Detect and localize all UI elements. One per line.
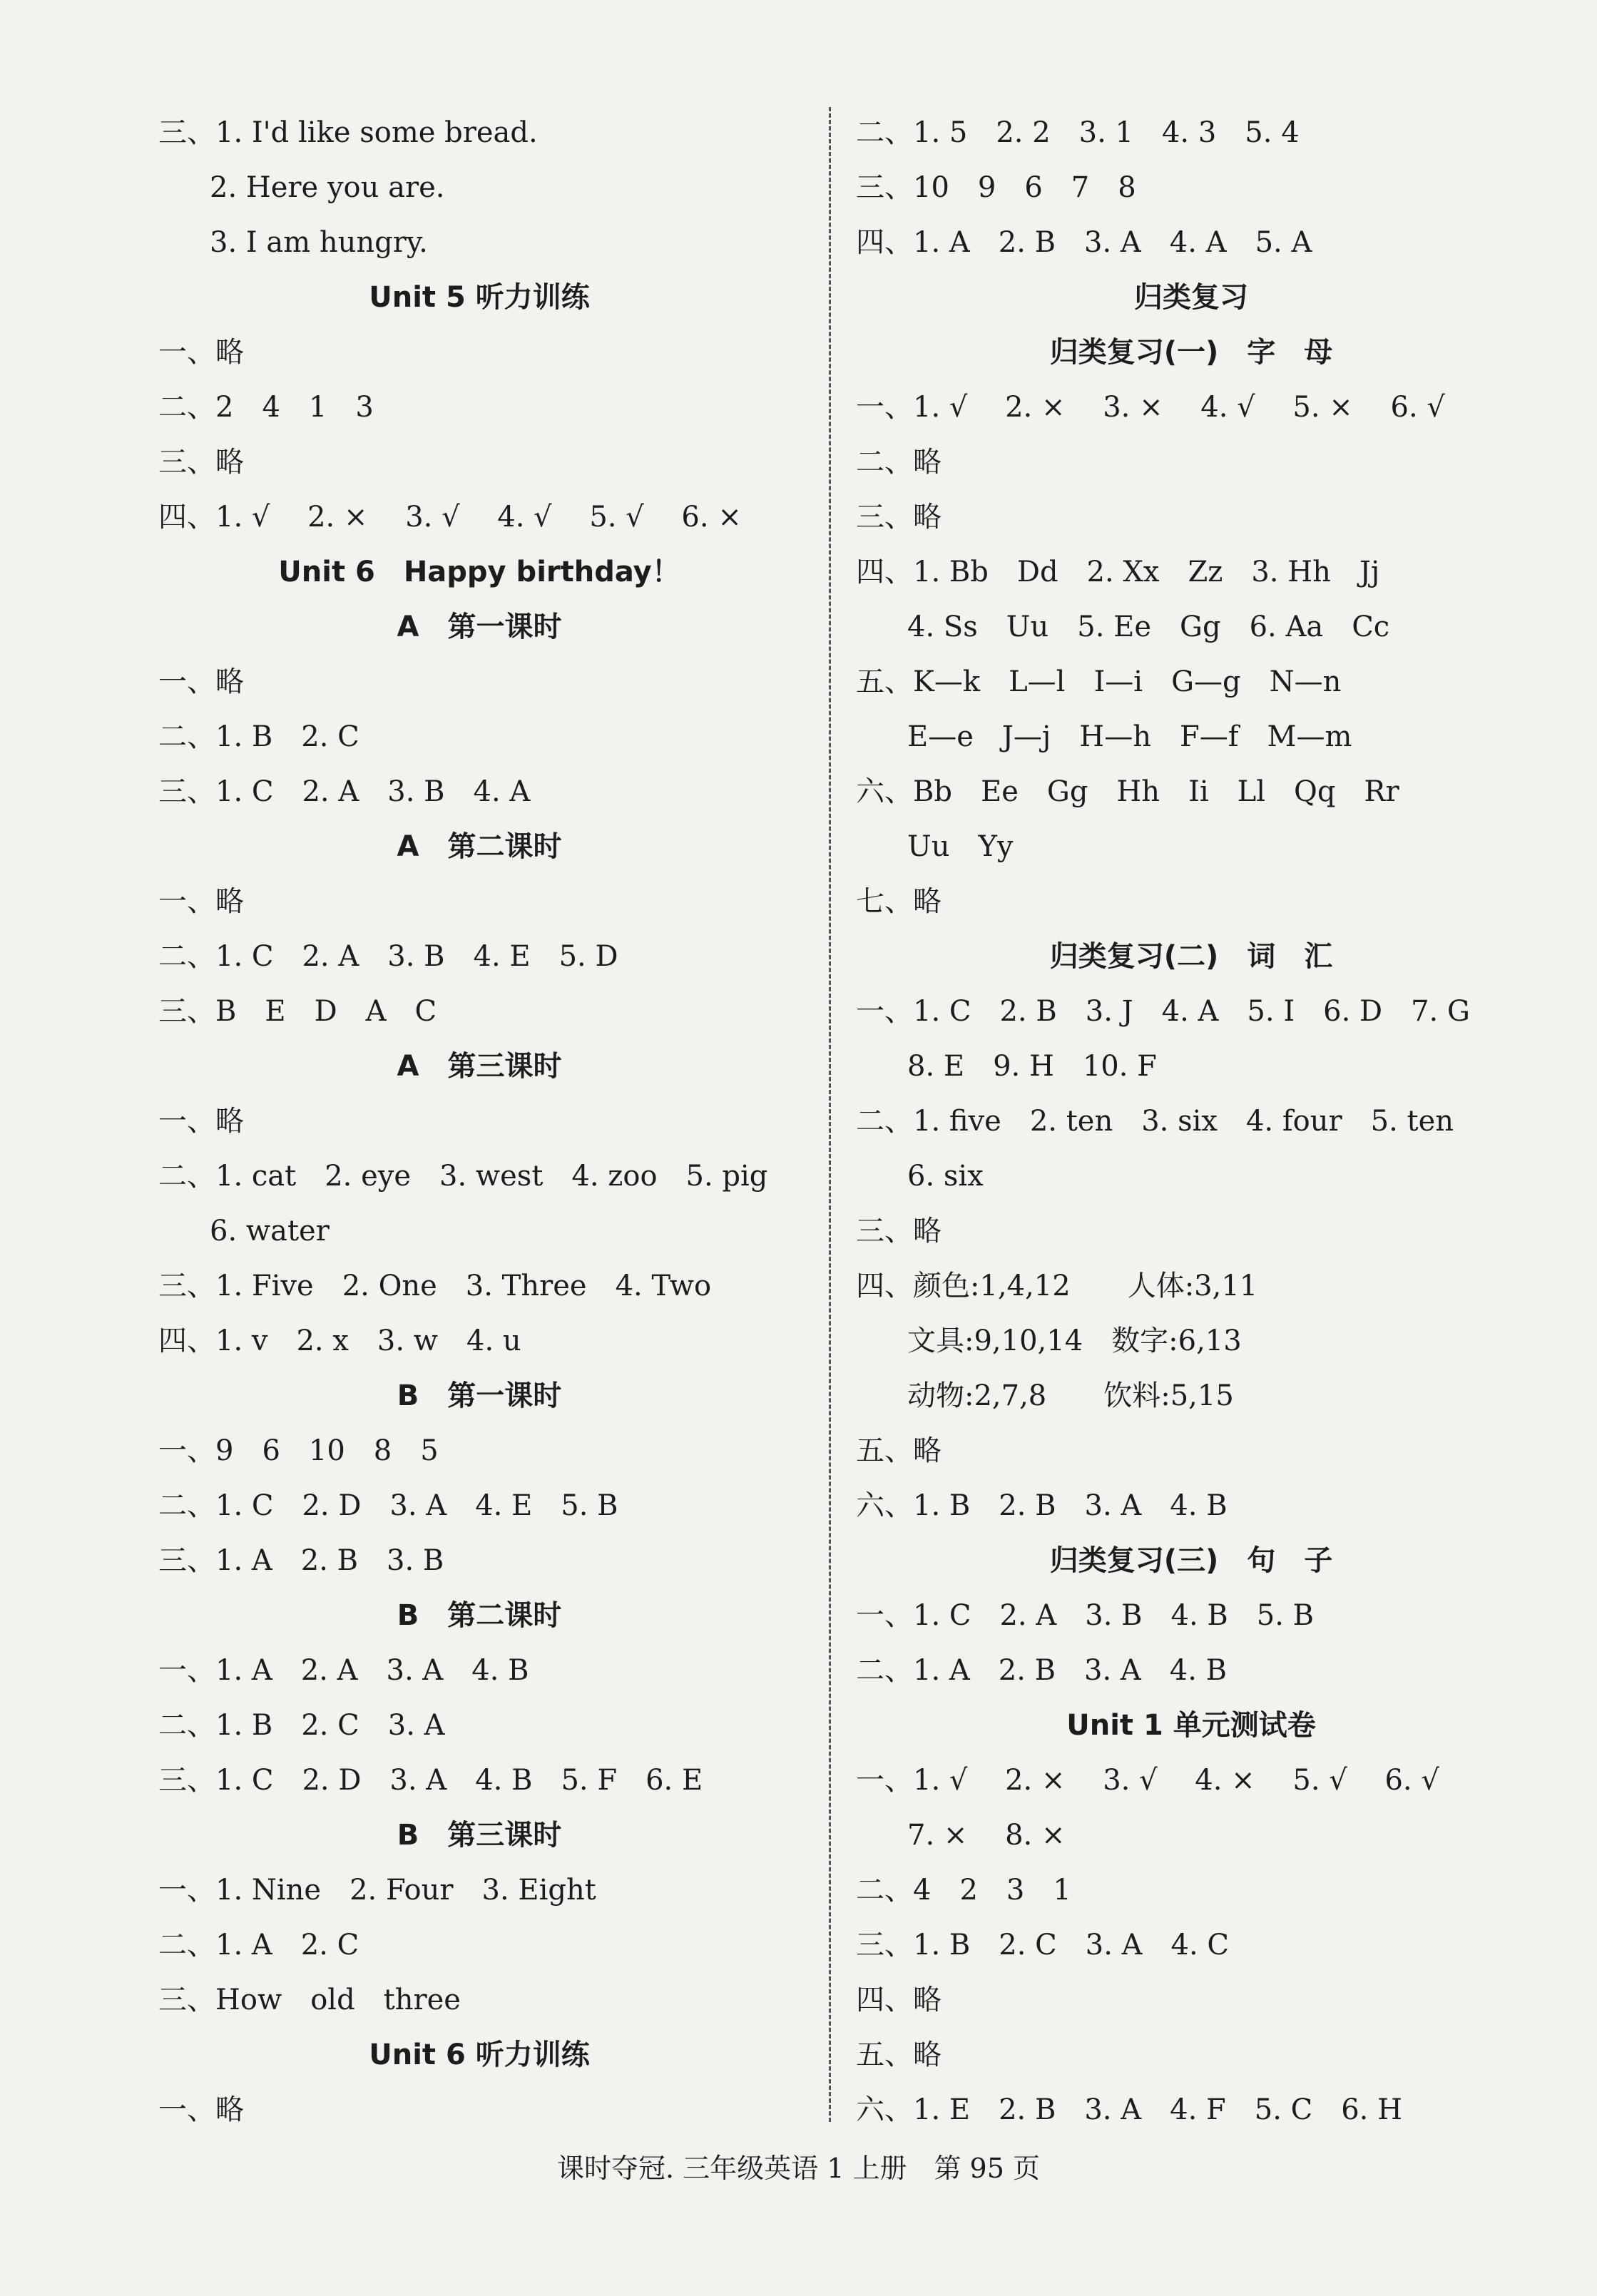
section-heading: A 第二课时 (397, 830, 562, 863)
answer-line: 一、1. Nine 2. Four 3. Eight (158, 1874, 596, 1907)
answer-line: 文具:9,10,14 数字:6,13 (907, 1325, 1242, 1357)
answer-line: 三、1. B 2. C 3. A 4. C (856, 1929, 1230, 1961)
answer-line: 8. E 9. H 10. F (907, 1050, 1157, 1083)
answer-line: 七、略 (856, 885, 942, 918)
section-heading: B 第一课时 (397, 1379, 562, 1412)
answer-line: 三、略 (856, 1215, 942, 1248)
answer-line: 二、1. B 2. C (158, 720, 359, 753)
answer-line: 三、B E D A C (158, 995, 437, 1028)
section-heading: 归类复习(三) 句 子 (1049, 1544, 1333, 1577)
answer-line: 动物:2,7,8 饮料:5,15 (907, 1379, 1234, 1412)
answer-line: 四、颜色:1,4,12 人体:3,11 (856, 1270, 1258, 1302)
answer-line: 三、1. A 2. B 3. B (158, 1544, 444, 1577)
right-column (856, 106, 1526, 2138)
answer-line: 六、Bb Ee Gg Hh Ii Ll Qq Rr (856, 775, 1399, 808)
answer-line: 二、1. cat 2. eye 3. west 4. zoo 5. pig (158, 1160, 768, 1193)
section-heading: B 第二课时 (397, 1599, 562, 1632)
answer-line: 二、1. C 2. D 3. A 4. E 5. B (158, 1489, 618, 1522)
answer-line: 一、略 (158, 1105, 244, 1138)
answer-line: 三、1. C 2. A 3. B 4. A (158, 775, 531, 808)
answer-line: 四、1. √ 2. × 3. √ 4. √ 5. √ 6. × (158, 501, 742, 534)
section-heading: Unit 6 听力训练 (369, 2039, 590, 2071)
answer-line: 三、1. Five 2. One 3. Three 4. Two (158, 1270, 712, 1302)
section-heading: 归类复习(一) 字 母 (1049, 336, 1333, 369)
answer-line: E—e J—j H—h F—f M—m (907, 720, 1352, 753)
answer-line: 4. Ss Uu 5. Ee Gg 6. Aa Cc (907, 611, 1390, 643)
answer-line: 六、1. E 2. B 3. A 4. F 5. C 6. H (856, 2093, 1402, 2126)
answer-line: 二、略 (856, 446, 942, 479)
answer-line: 一、1. A 2. A 3. A 4. B (158, 1654, 529, 1687)
section-heading: Unit 6 Happy birthday！ (278, 556, 680, 588)
answer-line: 二、1. A 2. B 3. A 4. B (856, 1654, 1228, 1687)
page-footer: 课时夺冠. 三年级英语 1 上册 第 95 页 (556, 2153, 1040, 2184)
answer-line: 三、略 (158, 446, 244, 479)
answer-line: 二、1. 5 2. 2 3. 1 4. 3 5. 4 (856, 116, 1300, 149)
left-column (158, 106, 800, 2138)
answer-line: 一、1. √ 2. × 3. √ 4. × 5. √ 6. √ (856, 1764, 1439, 1797)
answer-line: 一、9 6 10 8 5 (158, 1434, 439, 1467)
answer-line: 一、1. √ 2. × 3. × 4. √ 5. × 6. √ (856, 391, 1445, 424)
answer-line: 二、1. C 2. A 3. B 4. E 5. D (158, 940, 618, 973)
column-divider (829, 107, 831, 2122)
answer-line: 二、1. A 2. C (158, 1929, 359, 1961)
section-heading: 归类复习 (1134, 281, 1248, 314)
answer-line: 一、1. C 2. B 3. J 4. A 5. I 6. D 7. G (856, 995, 1470, 1028)
answer-line: 7. × 8. × (907, 1819, 1066, 1852)
answer-line: 五、K—k L—l I—i G—g N—n (856, 665, 1342, 698)
answer-line: 五、略 (856, 1434, 942, 1467)
section-heading: Unit 1 单元测试卷 (1066, 1709, 1316, 1742)
answer-line: 二、1. five 2. ten 3. six 4. four 5. ten (856, 1105, 1454, 1138)
answer-line: 6. water (210, 1215, 330, 1248)
answer-line: 三、1. C 2. D 3. A 4. B 5. F 6. E (158, 1764, 703, 1797)
answer-line: 一、略 (158, 336, 244, 369)
answer-line: 二、4 2 3 1 (856, 1874, 1071, 1907)
answer-line: 三、1. I'd like some bread. (158, 116, 538, 149)
section-heading: B 第三课时 (397, 1819, 562, 1852)
answer-line: 四、1. Bb Dd 2. Xx Zz 3. Hh Jj (856, 556, 1380, 588)
answer-line: 一、略 (158, 2093, 244, 2126)
answer-line: 一、1. C 2. A 3. B 4. B 5. B (856, 1599, 1315, 1632)
answer-line: 三、略 (856, 501, 942, 534)
section-heading: A 第一课时 (397, 611, 562, 643)
answer-line: 一、略 (158, 665, 244, 698)
answer-line: Uu Yy (907, 830, 1014, 863)
answer-line: 五、略 (856, 2039, 942, 2071)
answer-line: 2. Here you are. (210, 171, 445, 204)
answer-line: 四、略 (856, 1984, 942, 2016)
answer-line: 二、1. B 2. C 3. A (158, 1709, 445, 1742)
answer-line: 四、1. v 2. x 3. w 4. u (158, 1325, 521, 1357)
answer-line: 6. six (907, 1160, 984, 1193)
answer-line: 四、1. A 2. B 3. A 4. A 5. A (856, 226, 1312, 259)
section-heading: A 第三课时 (397, 1050, 562, 1083)
answer-line: 二、2 4 1 3 (158, 391, 374, 424)
section-heading: Unit 5 听力训练 (369, 281, 590, 314)
answer-line: 三、10 9 6 7 8 (856, 171, 1136, 204)
answer-line: 一、略 (158, 885, 244, 918)
answer-line: 3. I am hungry. (210, 226, 428, 259)
section-heading: 归类复习(二) 词 汇 (1049, 940, 1333, 973)
answer-line: 六、1. B 2. B 3. A 4. B (856, 1489, 1228, 1522)
answer-line: 三、How old three (158, 1984, 461, 2016)
